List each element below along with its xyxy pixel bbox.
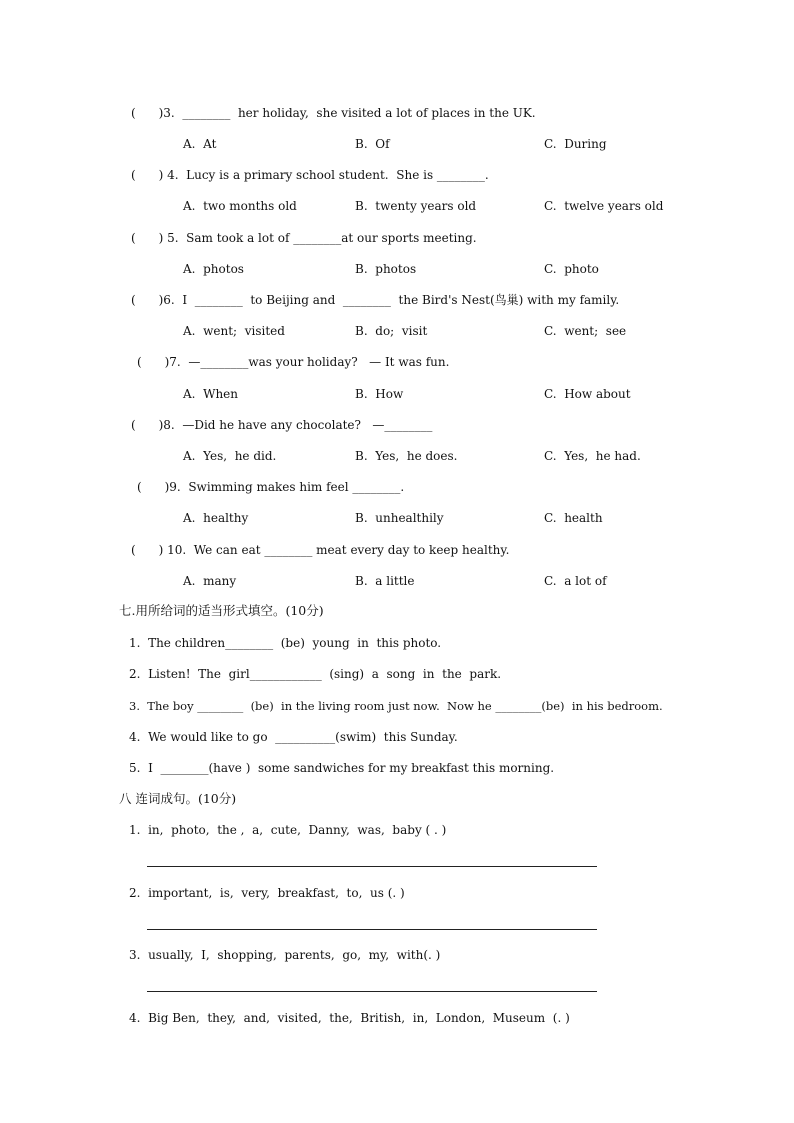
answer-line-3 xyxy=(147,991,597,992)
section-7-heading: 七.用所给词的适当形式填空。(10分) xyxy=(119,603,324,618)
question-4-stem: ( ) 4. Lucy is a primary school student. She is ________. xyxy=(131,168,489,182)
question-10-option-b: B. a little xyxy=(355,574,415,588)
question-10-option-a: A. many xyxy=(183,574,237,588)
question-3-stem: ( )3. ________ her holiday, she visited a lot of places in the UK. xyxy=(131,106,536,120)
question-6-option-a: A. went; visited xyxy=(183,324,285,338)
answer-line-1 xyxy=(147,866,597,867)
question-3-option-b: B. Of xyxy=(355,137,390,151)
fill-item-3: 3. The boy ________ (be) in the living room just now. Now he ________(be) in his bedroom. xyxy=(129,699,663,713)
question-5-stem: ( ) 5. Sam took a lot of ________at our sports meeting. xyxy=(131,231,477,245)
answer-line-2 xyxy=(147,929,597,930)
question-4-option-b: B. twenty years old xyxy=(355,199,477,213)
question-9-option-b: B. unhealthily xyxy=(355,511,444,525)
order-item-2: 2. important, is, very, breakfast, to, us (. ) xyxy=(129,886,405,900)
question-9-option-a: A. healthy xyxy=(183,511,249,525)
question-7-option-b: B. How xyxy=(355,387,404,401)
fill-item-4: 4. We would like to go __________(swim) this Sunday. xyxy=(129,730,458,744)
order-item-3: 3. usually, I, shopping, parents, go, my, with(. ) xyxy=(129,948,441,962)
question-6-option-b: B. do; visit xyxy=(355,324,428,338)
question-10-stem: ( ) 10. We can eat ________ meat every day to keep healthy. xyxy=(131,543,510,557)
question-4-option-c: C. twelve years old xyxy=(544,199,664,213)
question-5-option-b: B. photos xyxy=(355,262,417,276)
question-5-option-c: C. photo xyxy=(544,262,599,276)
question-7-stem: ( )7. —________was your holiday? — It was fun. xyxy=(137,355,450,369)
question-8-option-b: B. Yes, he does. xyxy=(355,449,458,463)
question-3-option-a: A. At xyxy=(183,137,217,151)
question-8-option-a: A. Yes, he did. xyxy=(183,449,277,463)
question-10-option-c: C. a lot of xyxy=(544,574,607,588)
question-5-option-a: A. photos xyxy=(183,262,244,276)
question-8-stem: ( )8. —Did he have any chocolate? —________ xyxy=(131,418,433,432)
question-4-option-a: A. two months old xyxy=(183,199,297,213)
question-7-option-c: C. How about xyxy=(544,387,631,401)
question-9-stem: ( )9. Swimming makes him feel ________. xyxy=(137,480,405,494)
order-item-1: 1. in, photo, the , a, cute, Danny, was, baby ( . ) xyxy=(129,823,447,837)
fill-item-5: 5. I ________(have ) some sandwiches for my breakfast this morning. xyxy=(129,761,555,775)
question-3-option-c: C. During xyxy=(544,137,607,151)
question-6-option-c: C. went; see xyxy=(544,324,627,338)
fill-item-2: 2. Listen! The girl____________ (sing) a song in the park. xyxy=(129,667,502,681)
question-6-stem: ( )6. I ________ to Beijing and ________ the Bird's Nest(鸟巢) with my family. xyxy=(131,293,620,307)
section-8-heading: 八 连词成句。(10分) xyxy=(119,791,237,806)
fill-item-1: 1. The children________ (be) young in this photo. xyxy=(129,636,442,650)
question-7-option-a: A. When xyxy=(183,387,239,401)
question-8-option-c: C. Yes, he had. xyxy=(544,449,641,463)
question-9-option-c: C. health xyxy=(544,511,603,525)
order-item-4: 4. Big Ben, they, and, visited, the, British, in, London, Museum (. ) xyxy=(129,1011,570,1025)
